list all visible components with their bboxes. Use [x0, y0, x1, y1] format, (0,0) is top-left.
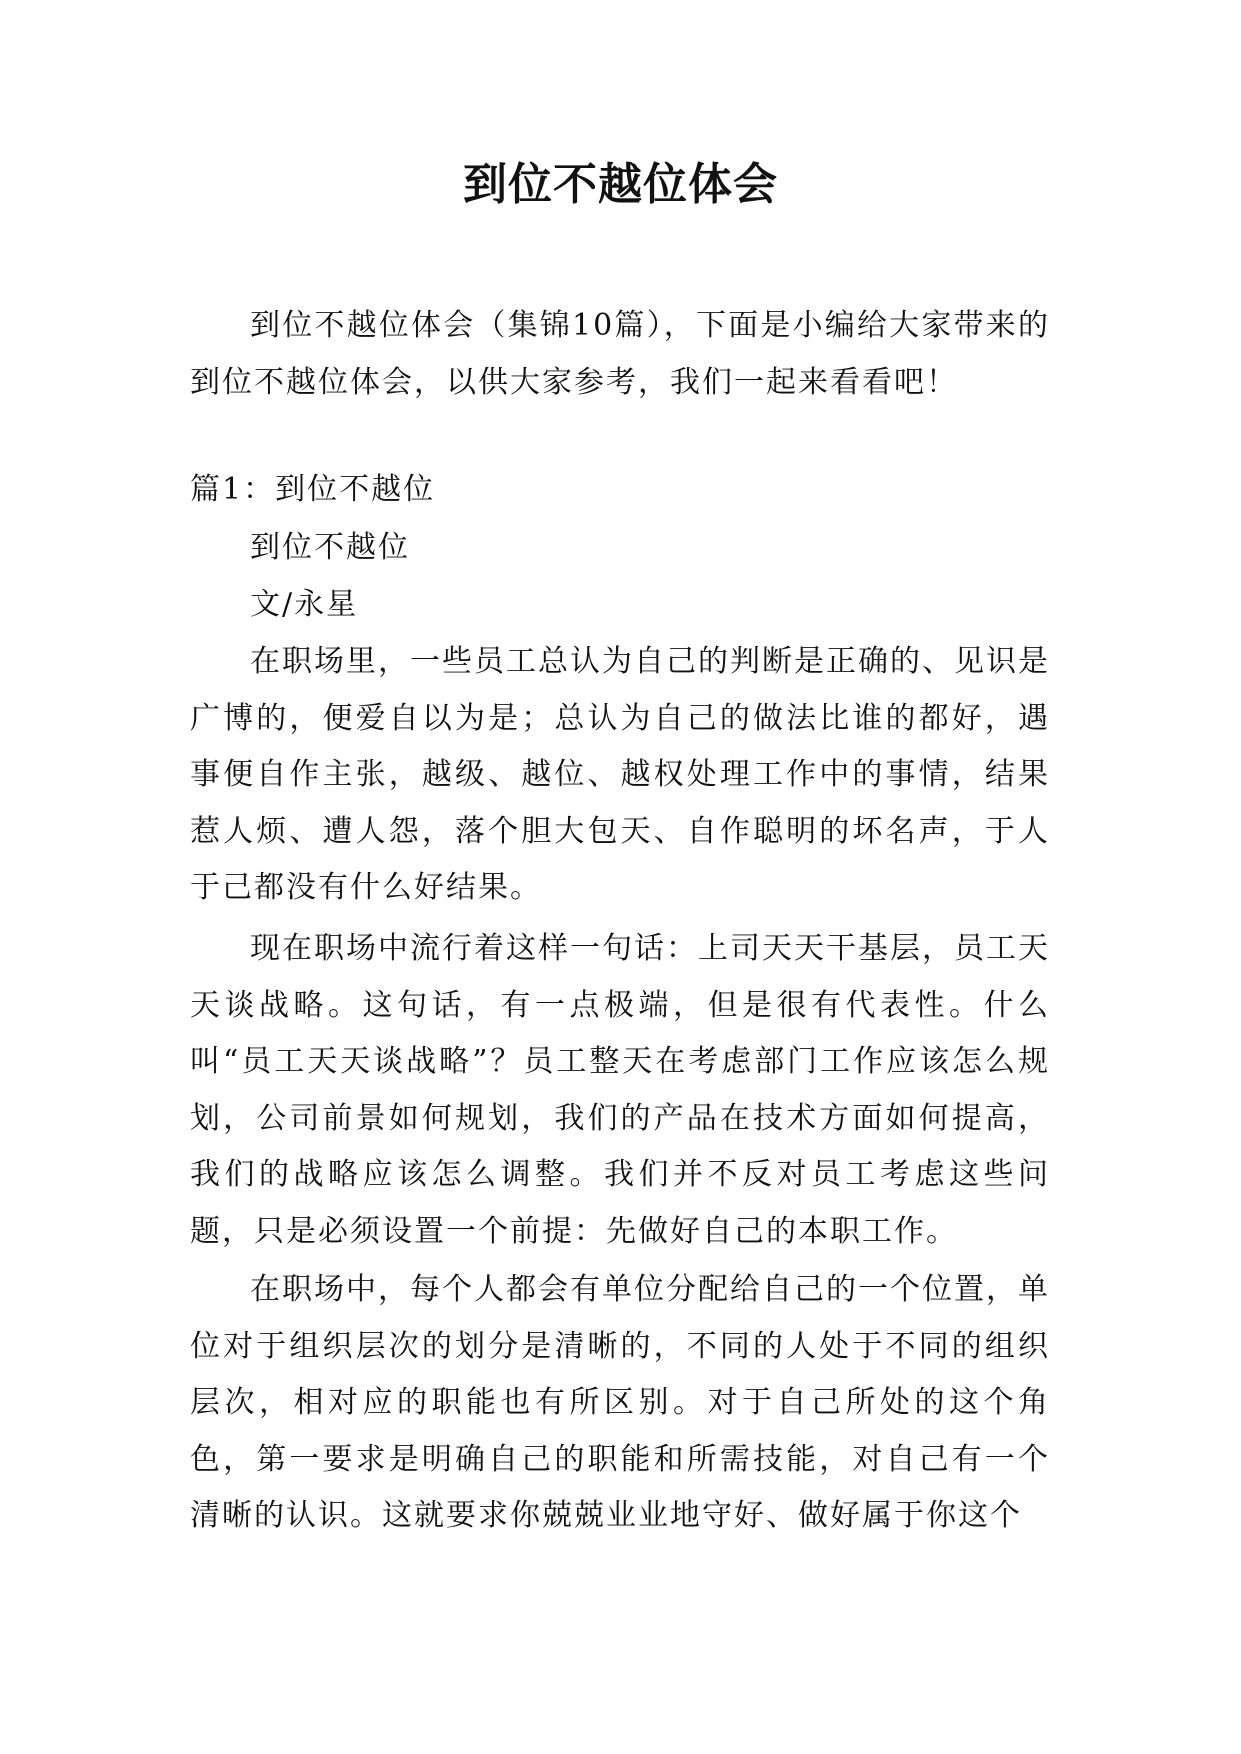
article-title: 到位不越位 — [250, 530, 410, 565]
page-title: 到位不越位体会 — [463, 159, 778, 210]
body-paragraph: 在职场里，一些员工总认为自己的判断是正确的、见识是广博的，便爱自以为是；总认为自己的做法比谁的都好，遇事便自作主张，越级、越位、越权处理工作中的事情，结果惹人烦、遭人怨，落个胆大包天、自作聪明的坏名声，于人于己都没有什么好结果。 — [190, 644, 1050, 905]
section-heading: 篇1：到位不越位 — [190, 472, 436, 507]
body-paragraph: 在职场中，每个人都会有单位分配给自己的一个位置，单位对于组织层次的划分是清晰的，不同的人处于不同的组织层次，相对应的职能也有所区别。对于自己所处的这个角色，第一要求是明确自己的职能和所需技能，对自己有一个清晰的认识。这就要求你兢兢业业地守好、做好属于你这个 — [190, 1272, 1050, 1533]
body-paragraph: 现在职场中流行着这样一句话：上司天天干基层，员工天天谈战略。这句话，有一点极端，但是很有代表性。什么叫“员工天天谈战略”？员工整天在考虑部门工作应该怎么规划，公司前景如何规划，我们的产品在技术方面如何提高，我们的战略应该怎么调整。我们并不反对员工考虑这些问题，只是必须设置一个前提：先做好自己的本职工作。 — [190, 931, 1050, 1249]
author-byline: 文/永星 — [250, 587, 359, 622]
intro-paragraph: 到位不越位体会（集锦10篇），下面是小编给大家带来的到位不越位体会，以供大家参考，我们一起来看看吧！ — [190, 308, 1050, 400]
